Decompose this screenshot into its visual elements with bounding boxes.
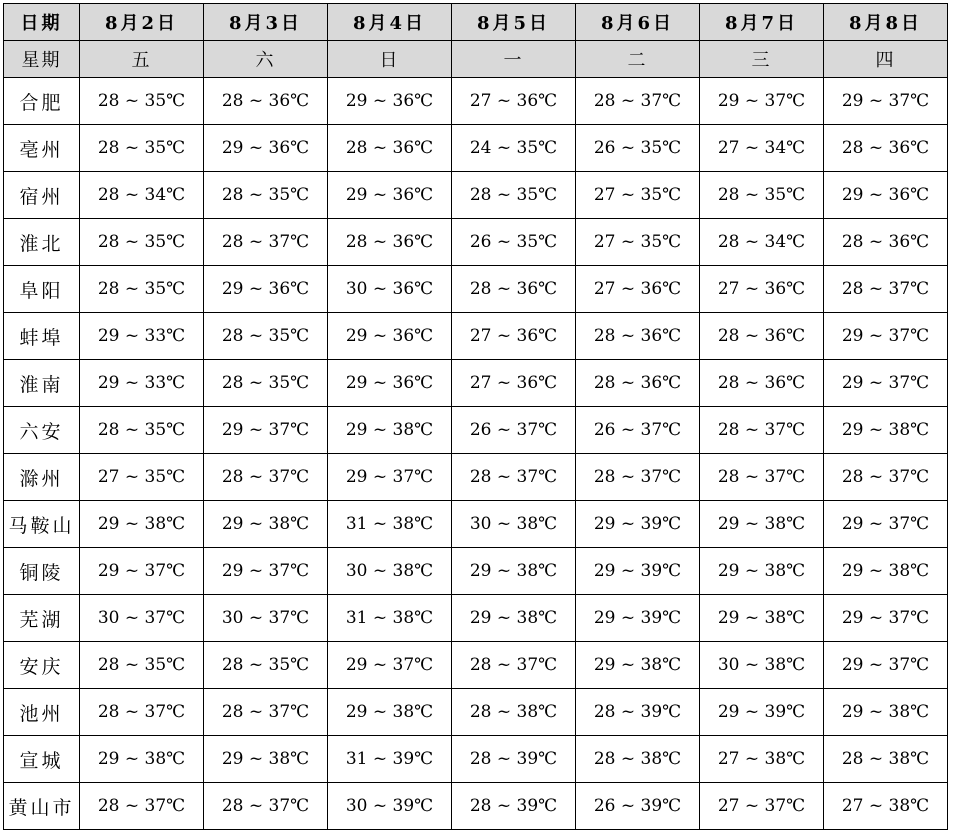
city-cell: 合肥 [4, 78, 80, 125]
temp-cell: 28 ~ 35℃ [204, 642, 328, 689]
temp-cell: 28 ~ 37℃ [700, 407, 824, 454]
temp-cell: 28 ~ 36℃ [700, 313, 824, 360]
weekday-header-cell: 一 [452, 41, 576, 78]
temp-cell: 28 ~ 37℃ [204, 219, 328, 266]
city-cell: 芜湖 [4, 595, 80, 642]
temp-cell: 28 ~ 35℃ [80, 642, 204, 689]
temp-cell: 31 ~ 38℃ [328, 595, 452, 642]
temp-cell: 30 ~ 36℃ [328, 266, 452, 313]
temp-cell: 28 ~ 35℃ [204, 360, 328, 407]
temp-cell: 30 ~ 38℃ [328, 548, 452, 595]
table-row [4, 407, 948, 454]
city-cell: 阜阳 [4, 266, 80, 313]
temp-cell: 27 ~ 34℃ [700, 125, 824, 172]
temp-cell: 28 ~ 39℃ [452, 783, 576, 830]
temp-cell: 27 ~ 36℃ [452, 313, 576, 360]
temp-cell: 29 ~ 37℃ [204, 548, 328, 595]
temp-cell: 29 ~ 36℃ [204, 125, 328, 172]
temp-cell: 29 ~ 38℃ [824, 689, 948, 736]
temp-cell: 26 ~ 35℃ [576, 125, 700, 172]
temp-cell: 28 ~ 35℃ [80, 125, 204, 172]
temp-cell: 30 ~ 38℃ [452, 501, 576, 548]
temp-cell: 27 ~ 36℃ [452, 78, 576, 125]
temp-cell: 29 ~ 39℃ [700, 689, 824, 736]
temp-cell: 30 ~ 38℃ [700, 642, 824, 689]
weekday-header-cell: 二 [576, 41, 700, 78]
temp-cell: 29 ~ 38℃ [204, 501, 328, 548]
temp-cell: 28 ~ 35℃ [700, 172, 824, 219]
temp-cell: 29 ~ 39℃ [576, 501, 700, 548]
date-header-cell: 8月8日 [824, 4, 948, 41]
temp-cell: 28 ~ 37℃ [204, 689, 328, 736]
temp-cell: 28 ~ 37℃ [824, 454, 948, 501]
table-row [4, 125, 948, 172]
temp-cell: 27 ~ 37℃ [700, 783, 824, 830]
temp-cell: 29 ~ 38℃ [700, 501, 824, 548]
weekday-header-cell: 五 [80, 41, 204, 78]
table-row [4, 736, 948, 783]
temp-cell: 30 ~ 37℃ [204, 595, 328, 642]
temp-cell: 26 ~ 37℃ [576, 407, 700, 454]
table-row [4, 642, 948, 689]
temp-cell: 28 ~ 36℃ [576, 360, 700, 407]
temp-cell: 27 ~ 35℃ [576, 219, 700, 266]
temp-cell: 30 ~ 39℃ [328, 783, 452, 830]
temp-cell: 27 ~ 38℃ [700, 736, 824, 783]
table-row [4, 219, 948, 266]
temp-cell: 27 ~ 36℃ [700, 266, 824, 313]
temp-cell: 28 ~ 37℃ [576, 78, 700, 125]
temp-cell: 29 ~ 38℃ [80, 736, 204, 783]
date-header-label: 日期 [4, 4, 80, 41]
temp-cell: 29 ~ 38℃ [824, 407, 948, 454]
temp-cell: 26 ~ 35℃ [452, 219, 576, 266]
date-header-cell: 8月3日 [204, 4, 328, 41]
date-header-row [4, 4, 948, 41]
temp-cell: 29 ~ 36℃ [328, 78, 452, 125]
temp-cell: 28 ~ 35℃ [204, 313, 328, 360]
temp-cell: 28 ~ 36℃ [824, 219, 948, 266]
temp-cell: 28 ~ 36℃ [452, 266, 576, 313]
table-row [4, 783, 948, 830]
temp-cell: 31 ~ 39℃ [328, 736, 452, 783]
temp-cell: 28 ~ 38℃ [824, 736, 948, 783]
temp-cell: 28 ~ 35℃ [80, 266, 204, 313]
temp-cell: 29 ~ 33℃ [80, 360, 204, 407]
weekday-header-cell: 日 [328, 41, 452, 78]
city-cell: 亳州 [4, 125, 80, 172]
temp-cell: 29 ~ 39℃ [576, 595, 700, 642]
date-header-cell: 8月4日 [328, 4, 452, 41]
temp-cell: 28 ~ 39℃ [576, 689, 700, 736]
temp-cell: 29 ~ 36℃ [824, 172, 948, 219]
temp-cell: 29 ~ 37℃ [328, 454, 452, 501]
city-cell: 马鞍山 [4, 501, 80, 548]
temp-cell: 29 ~ 37℃ [328, 642, 452, 689]
temp-cell: 29 ~ 36℃ [204, 266, 328, 313]
table-row [4, 548, 948, 595]
temp-cell: 28 ~ 37℃ [80, 783, 204, 830]
temp-cell: 28 ~ 37℃ [80, 689, 204, 736]
city-cell: 宿州 [4, 172, 80, 219]
temp-cell: 28 ~ 35℃ [80, 78, 204, 125]
temp-cell: 31 ~ 38℃ [328, 501, 452, 548]
temp-cell: 29 ~ 37℃ [824, 595, 948, 642]
temp-cell: 28 ~ 35℃ [80, 407, 204, 454]
temp-cell: 28 ~ 35℃ [452, 172, 576, 219]
temp-cell: 28 ~ 36℃ [700, 360, 824, 407]
city-cell: 淮北 [4, 219, 80, 266]
temp-cell: 29 ~ 38℃ [204, 736, 328, 783]
temp-cell: 29 ~ 37℃ [824, 642, 948, 689]
temp-cell: 27 ~ 35℃ [576, 172, 700, 219]
weekday-header-label: 星期 [4, 41, 80, 78]
date-header-cell: 8月7日 [700, 4, 824, 41]
city-cell: 蚌埠 [4, 313, 80, 360]
temp-cell: 29 ~ 37℃ [824, 360, 948, 407]
city-cell: 六安 [4, 407, 80, 454]
temp-cell: 29 ~ 37℃ [80, 548, 204, 595]
temp-cell: 28 ~ 37℃ [452, 454, 576, 501]
temp-cell: 28 ~ 37℃ [204, 454, 328, 501]
date-header-cell: 8月6日 [576, 4, 700, 41]
city-cell: 宣城 [4, 736, 80, 783]
temp-cell: 29 ~ 37℃ [204, 407, 328, 454]
temp-cell: 28 ~ 39℃ [452, 736, 576, 783]
temp-cell: 28 ~ 38℃ [576, 736, 700, 783]
temp-cell: 29 ~ 37℃ [824, 78, 948, 125]
table-row [4, 454, 948, 501]
temp-cell: 29 ~ 36℃ [328, 172, 452, 219]
temp-cell: 28 ~ 37℃ [452, 642, 576, 689]
weekday-header-cell: 六 [204, 41, 328, 78]
temp-cell: 29 ~ 38℃ [700, 595, 824, 642]
temp-cell: 29 ~ 38℃ [452, 548, 576, 595]
temp-cell: 29 ~ 33℃ [80, 313, 204, 360]
temp-cell: 29 ~ 38℃ [700, 548, 824, 595]
temp-cell: 29 ~ 37℃ [824, 501, 948, 548]
temp-cell: 28 ~ 36℃ [328, 219, 452, 266]
temp-cell: 28 ~ 36℃ [576, 313, 700, 360]
date-header-cell: 8月5日 [452, 4, 576, 41]
temp-cell: 28 ~ 37℃ [576, 454, 700, 501]
forecast-table [3, 3, 948, 830]
temp-cell: 24 ~ 35℃ [452, 125, 576, 172]
table-row [4, 595, 948, 642]
temp-cell: 29 ~ 38℃ [452, 595, 576, 642]
date-header-cell: 8月2日 [80, 4, 204, 41]
table-row [4, 360, 948, 407]
city-cell: 滁州 [4, 454, 80, 501]
temp-cell: 28 ~ 34℃ [80, 172, 204, 219]
temp-cell: 28 ~ 37℃ [700, 454, 824, 501]
temp-cell: 28 ~ 34℃ [700, 219, 824, 266]
table-row [4, 689, 948, 736]
weekday-header-row [4, 41, 948, 78]
city-cell: 池州 [4, 689, 80, 736]
temp-cell: 29 ~ 39℃ [576, 548, 700, 595]
city-cell: 黄山市 [4, 783, 80, 830]
temp-cell: 28 ~ 36℃ [824, 125, 948, 172]
table-row [4, 313, 948, 360]
temp-cell: 28 ~ 36℃ [328, 125, 452, 172]
temp-cell: 27 ~ 36℃ [452, 360, 576, 407]
temp-cell: 28 ~ 36℃ [204, 78, 328, 125]
table-row [4, 78, 948, 125]
city-cell: 铜陵 [4, 548, 80, 595]
temp-cell: 29 ~ 38℃ [328, 407, 452, 454]
temp-cell: 29 ~ 38℃ [328, 689, 452, 736]
table-row [4, 172, 948, 219]
weekday-header-cell: 四 [824, 41, 948, 78]
temp-cell: 29 ~ 38℃ [80, 501, 204, 548]
temp-cell: 26 ~ 37℃ [452, 407, 576, 454]
temp-cell: 27 ~ 38℃ [824, 783, 948, 830]
temp-cell: 29 ~ 37℃ [700, 78, 824, 125]
temp-cell: 29 ~ 38℃ [824, 548, 948, 595]
temp-cell: 29 ~ 36℃ [328, 360, 452, 407]
temp-cell: 28 ~ 35℃ [204, 172, 328, 219]
weekday-header-cell: 三 [700, 41, 824, 78]
temp-cell: 27 ~ 35℃ [80, 454, 204, 501]
temp-cell: 30 ~ 37℃ [80, 595, 204, 642]
temp-cell: 29 ~ 36℃ [328, 313, 452, 360]
temp-cell: 28 ~ 37℃ [824, 266, 948, 313]
temp-cell: 28 ~ 37℃ [204, 783, 328, 830]
temp-cell: 29 ~ 38℃ [576, 642, 700, 689]
temp-cell: 27 ~ 36℃ [576, 266, 700, 313]
temp-cell: 29 ~ 37℃ [824, 313, 948, 360]
city-cell: 淮南 [4, 360, 80, 407]
city-cell: 安庆 [4, 642, 80, 689]
temp-cell: 28 ~ 38℃ [452, 689, 576, 736]
table-row [4, 266, 948, 313]
table-row [4, 501, 948, 548]
temp-cell: 26 ~ 39℃ [576, 783, 700, 830]
temp-cell: 28 ~ 35℃ [80, 219, 204, 266]
